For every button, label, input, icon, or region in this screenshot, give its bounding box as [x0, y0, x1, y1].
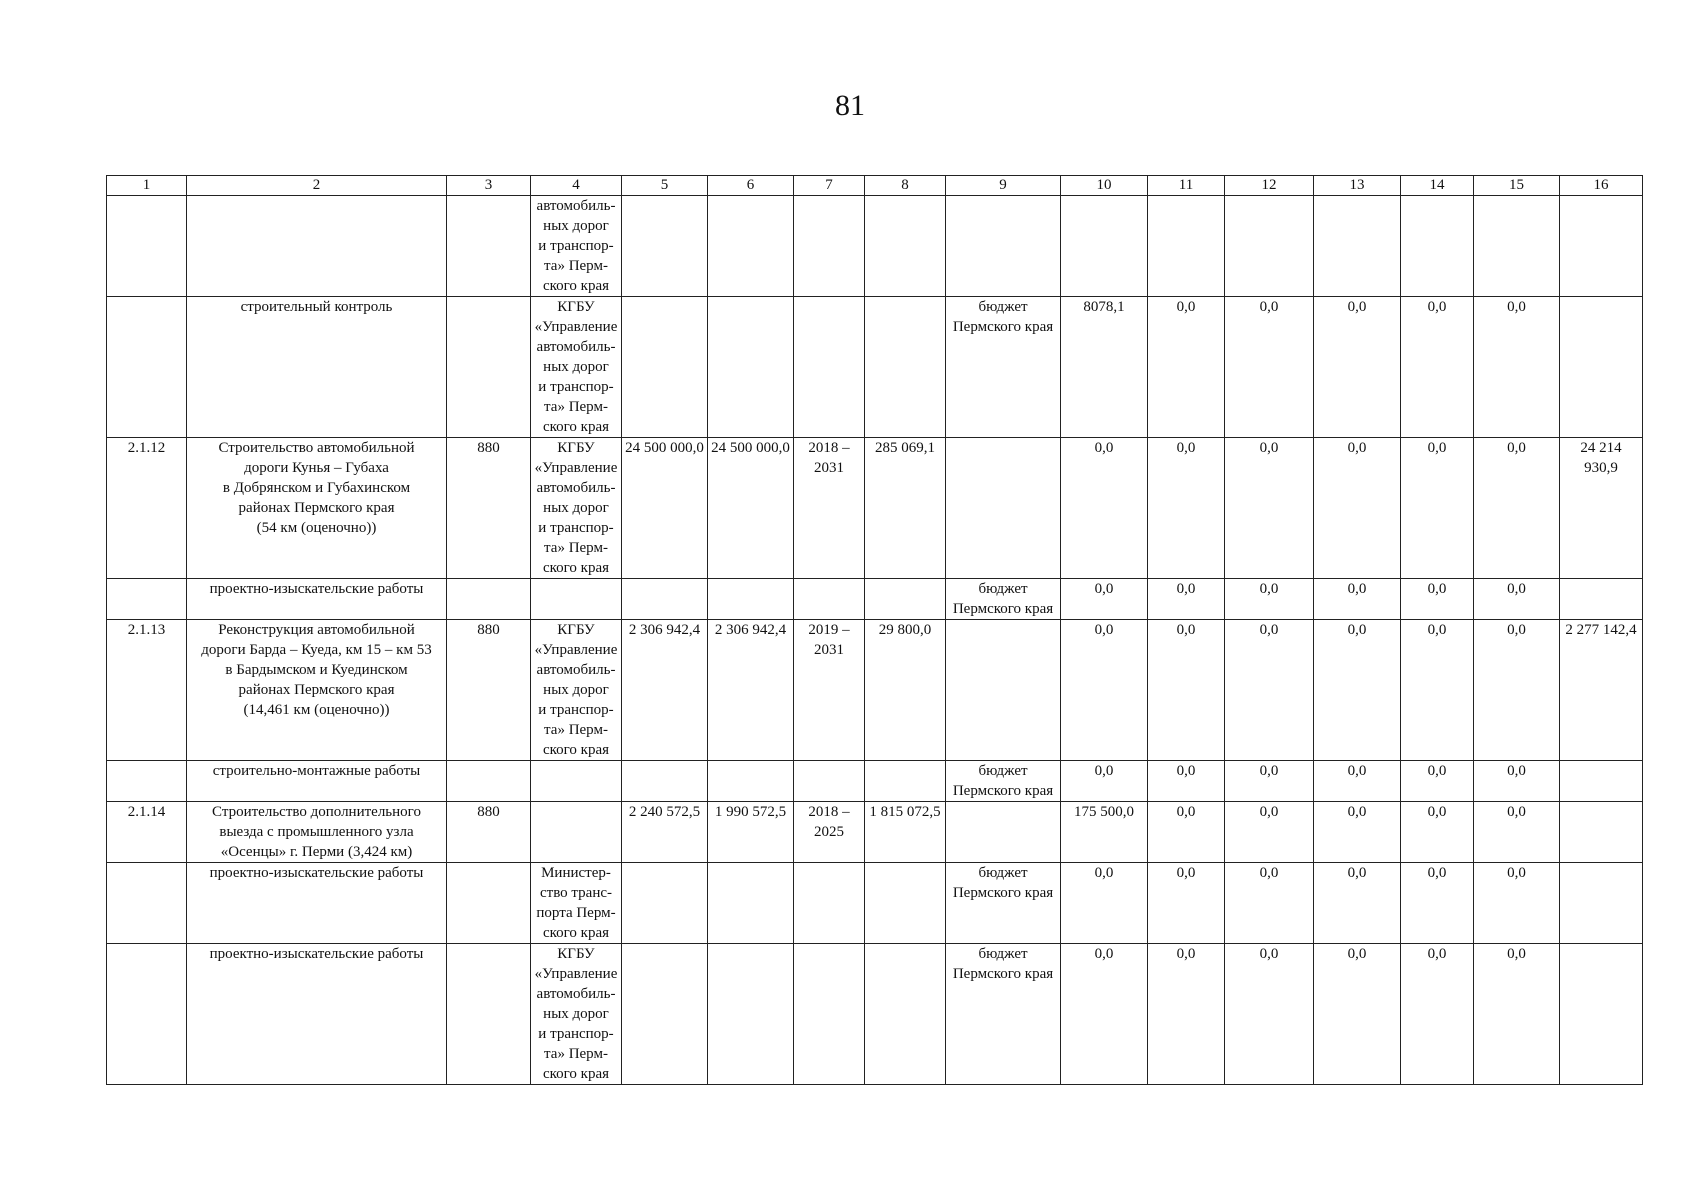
- column-number-cell: 5: [622, 176, 708, 196]
- table-cell: [708, 761, 794, 802]
- table-cell: [794, 761, 865, 802]
- table-cell: 2 277 142,4: [1560, 620, 1643, 761]
- table-cell: 0,0: [1225, 944, 1314, 1085]
- table-cell: 2 306 942,4: [708, 620, 794, 761]
- column-number-row: [107, 176, 1643, 196]
- table-cell: 29 800,0: [865, 620, 946, 761]
- table-cell: [1225, 196, 1314, 297]
- table-cell: КГБУ «Управление автомобиль- ных дорог и транспор- та» Перм- ского края: [531, 438, 622, 579]
- table-row: [107, 944, 1643, 1085]
- table-cell: [187, 196, 447, 297]
- table-row: [107, 438, 1643, 579]
- table-cell: 0,0: [1225, 761, 1314, 802]
- table-cell: строительно-монтажные работы: [187, 761, 447, 802]
- table-cell: автомобиль- ных дорог и транспор- та» Перм- ского края: [531, 196, 622, 297]
- table-cell: [107, 196, 187, 297]
- table-cell: [1560, 196, 1643, 297]
- table-cell: 0,0: [1314, 297, 1401, 438]
- table-cell: КГБУ «Управление автомобиль- ных дорог и транспор- та» Перм- ского края: [531, 620, 622, 761]
- table-cell: [1560, 579, 1643, 620]
- column-number-cell: 2: [187, 176, 447, 196]
- table-cell: 0,0: [1148, 438, 1225, 579]
- table-cell: [107, 297, 187, 438]
- table-cell: 0,0: [1474, 863, 1560, 944]
- table-cell: 0,0: [1401, 944, 1474, 1085]
- table-cell: 1 815 072,5: [865, 802, 946, 863]
- table-cell: 880: [447, 620, 531, 761]
- table-cell: [447, 579, 531, 620]
- table-cell: [1314, 196, 1401, 297]
- table-cell: проектно-изыскательские работы: [187, 579, 447, 620]
- table-cell: 0,0: [1225, 297, 1314, 438]
- table-cell: [531, 579, 622, 620]
- table-cell: [1401, 196, 1474, 297]
- column-number-cell: 4: [531, 176, 622, 196]
- table-cell: 2.1.12: [107, 438, 187, 579]
- table-cell: Министер- ство транс- порта Перм- ского края: [531, 863, 622, 944]
- table-cell: 0,0: [1474, 620, 1560, 761]
- table-cell: 0,0: [1148, 761, 1225, 802]
- table-cell: 0,0: [1474, 579, 1560, 620]
- table-cell: проектно-изыскательские работы: [187, 863, 447, 944]
- table-cell: [1560, 944, 1643, 1085]
- table-cell: 2018 – 2025: [794, 802, 865, 863]
- table-cell: [794, 297, 865, 438]
- table-cell: 0,0: [1061, 438, 1148, 579]
- column-number-cell: 13: [1314, 176, 1401, 196]
- table-cell: [946, 620, 1061, 761]
- table-cell: проектно-изыскательские работы: [187, 944, 447, 1085]
- table-row: [107, 579, 1643, 620]
- table-cell: КГБУ «Управление автомобиль- ных дорог и транспор- та» Перм- ского края: [531, 944, 622, 1085]
- column-number-cell: 15: [1474, 176, 1560, 196]
- table-cell: Строительство автомобильной дороги Кунья – Губаха в Добрянском и Губахинском районах Пермского края (54 км (оценочно)): [187, 438, 447, 579]
- column-number-cell: 12: [1225, 176, 1314, 196]
- table-cell: 0,0: [1401, 579, 1474, 620]
- table-cell: 0,0: [1061, 761, 1148, 802]
- table-cell: 0,0: [1225, 438, 1314, 579]
- table-row: [107, 620, 1643, 761]
- table-cell: 2.1.13: [107, 620, 187, 761]
- table-cell: 0,0: [1401, 863, 1474, 944]
- table-cell: бюджет Пермского края: [946, 579, 1061, 620]
- table-cell: [447, 944, 531, 1085]
- table-cell: 0,0: [1474, 297, 1560, 438]
- column-number-cell: 9: [946, 176, 1061, 196]
- column-number-cell: 16: [1560, 176, 1643, 196]
- table-cell: 0,0: [1474, 944, 1560, 1085]
- column-number-cell: 7: [794, 176, 865, 196]
- table-cell: [1560, 761, 1643, 802]
- table-cell: 0,0: [1401, 802, 1474, 863]
- table-cell: 0,0: [1061, 863, 1148, 944]
- table-row: [107, 297, 1643, 438]
- table-cell: [865, 944, 946, 1085]
- table-cell: строительный контроль: [187, 297, 447, 438]
- table-cell: 0,0: [1314, 579, 1401, 620]
- table-row: [107, 196, 1643, 297]
- table-cell: 2.1.14: [107, 802, 187, 863]
- table-cell: 0,0: [1148, 579, 1225, 620]
- table-cell: 175 500,0: [1061, 802, 1148, 863]
- table-cell: [865, 579, 946, 620]
- table-cell: [622, 863, 708, 944]
- table-cell: 0,0: [1314, 863, 1401, 944]
- table-cell: 880: [447, 438, 531, 579]
- table-cell: [622, 579, 708, 620]
- table-cell: 0,0: [1148, 802, 1225, 863]
- table-cell: [794, 863, 865, 944]
- column-number-cell: 6: [708, 176, 794, 196]
- table-cell: 0,0: [1061, 620, 1148, 761]
- table-cell: 0,0: [1148, 944, 1225, 1085]
- table-cell: бюджет Пермского края: [946, 944, 1061, 1085]
- table-cell: 0,0: [1401, 438, 1474, 579]
- table-cell: [865, 297, 946, 438]
- table-cell: 285 069,1: [865, 438, 946, 579]
- table-cell: [946, 802, 1061, 863]
- table-cell: [622, 761, 708, 802]
- table-cell: [946, 196, 1061, 297]
- table-cell: [946, 438, 1061, 579]
- table-cell: [708, 196, 794, 297]
- table-cell: [708, 944, 794, 1085]
- table-cell: Строительство дополнительного выезда с промышленного узла «Осенцы» г. Перми (3,424 км): [187, 802, 447, 863]
- table-cell: 0,0: [1061, 944, 1148, 1085]
- table-cell: 24 500 000,0: [708, 438, 794, 579]
- table-cell: 0,0: [1314, 802, 1401, 863]
- table-cell: [622, 196, 708, 297]
- table-cell: [794, 579, 865, 620]
- table-cell: [107, 944, 187, 1085]
- table-cell: [865, 863, 946, 944]
- table-cell: 0,0: [1225, 863, 1314, 944]
- table-cell: 2018 – 2031: [794, 438, 865, 579]
- table-cell: 24 500 000,0: [622, 438, 708, 579]
- table-cell: 0,0: [1474, 802, 1560, 863]
- table-cell: [447, 196, 531, 297]
- table-cell: 1 990 572,5: [708, 802, 794, 863]
- table-cell: бюджет Пермского края: [946, 297, 1061, 438]
- table-cell: [1560, 297, 1643, 438]
- table-cell: Реконструкция автомобильной дороги Барда – Куеда, км 15 – км 53 в Бардымском и Куединском районах Пермского края (14,461 км (оценочно)): [187, 620, 447, 761]
- table-cell: 8078,1: [1061, 297, 1148, 438]
- table-cell: 0,0: [1474, 438, 1560, 579]
- column-number-cell: 1: [107, 176, 187, 196]
- table-cell: [1560, 863, 1643, 944]
- table-cell: [708, 579, 794, 620]
- table-cell: [1061, 196, 1148, 297]
- table-cell: 2 240 572,5: [622, 802, 708, 863]
- page-number: 81: [835, 89, 865, 122]
- table-cell: [1560, 802, 1643, 863]
- table-cell: 0,0: [1225, 802, 1314, 863]
- table-row: [107, 761, 1643, 802]
- table-cell: [447, 761, 531, 802]
- table-cell: 0,0: [1225, 620, 1314, 761]
- table-cell: [107, 863, 187, 944]
- table-row: [107, 863, 1643, 944]
- table-cell: [622, 944, 708, 1085]
- table-cell: 0,0: [1314, 944, 1401, 1085]
- table-cell: 0,0: [1401, 620, 1474, 761]
- table-cell: [1148, 196, 1225, 297]
- table-cell: 0,0: [1401, 297, 1474, 438]
- table-cell: 0,0: [1474, 761, 1560, 802]
- table-cell: 0,0: [1314, 761, 1401, 802]
- table-cell: 880: [447, 802, 531, 863]
- table-cell: [865, 761, 946, 802]
- table-cell: 0,0: [1148, 297, 1225, 438]
- table-cell: [622, 297, 708, 438]
- table-cell: [447, 863, 531, 944]
- budget-table: [106, 175, 1643, 1085]
- table-cell: 24 214 930,9: [1560, 438, 1643, 579]
- table-cell: [865, 196, 946, 297]
- column-number-cell: 14: [1401, 176, 1474, 196]
- table-cell: КГБУ «Управление автомобиль- ных дорог и транспор- та» Перм- ского края: [531, 297, 622, 438]
- table-cell: 0,0: [1148, 620, 1225, 761]
- table-cell: [531, 761, 622, 802]
- table-cell: бюджет Пермского края: [946, 761, 1061, 802]
- table-cell: [447, 297, 531, 438]
- table-cell: [794, 944, 865, 1085]
- table-cell: [1474, 196, 1560, 297]
- table-cell: 0,0: [1401, 761, 1474, 802]
- table-cell: [107, 761, 187, 802]
- table-cell: [708, 863, 794, 944]
- table-cell: [708, 297, 794, 438]
- column-number-cell: 8: [865, 176, 946, 196]
- column-number-cell: 11: [1148, 176, 1225, 196]
- table-cell: 0,0: [1314, 620, 1401, 761]
- table-row: [107, 802, 1643, 863]
- table-cell: 0,0: [1225, 579, 1314, 620]
- table-cell: 0,0: [1061, 579, 1148, 620]
- column-number-cell: 3: [447, 176, 531, 196]
- table-cell: [794, 196, 865, 297]
- table-cell: [107, 579, 187, 620]
- column-number-cell: 10: [1061, 176, 1148, 196]
- table-cell: 0,0: [1148, 863, 1225, 944]
- table-cell: [531, 802, 622, 863]
- table-cell: 2 306 942,4: [622, 620, 708, 761]
- table-cell: 0,0: [1314, 438, 1401, 579]
- table-cell: бюджет Пермского края: [946, 863, 1061, 944]
- table-cell: 2019 – 2031: [794, 620, 865, 761]
